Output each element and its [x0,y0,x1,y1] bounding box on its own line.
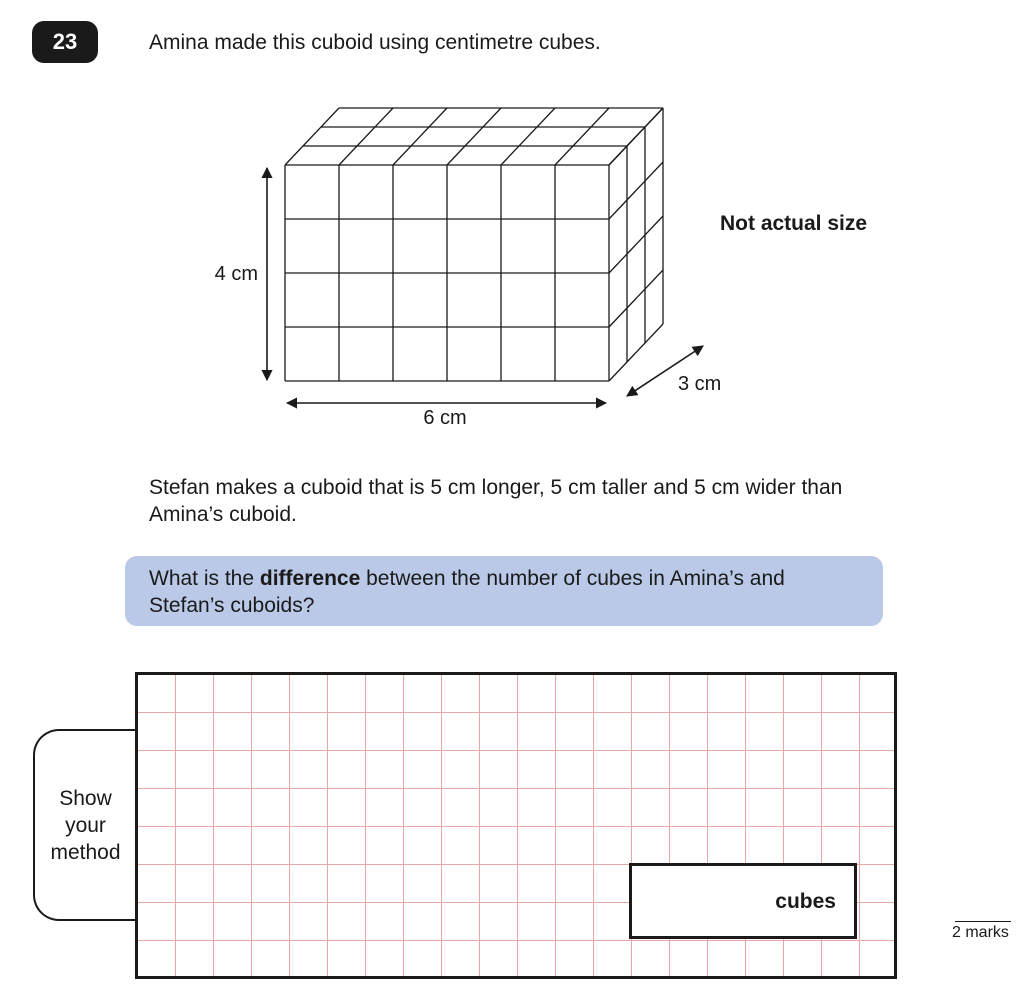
show-method-tab [33,729,136,921]
cuboid-figure [195,98,915,438]
not-actual-size-note: Not actual size [720,212,868,235]
question-stem: Stefan makes a cuboid that is 5 cm longer, 5 cm taller and 5 cm wider than Amina’s cuboid. [149,476,843,526]
question-number-badge: 23 [32,21,98,63]
question-prompt-text: What is the [149,567,260,590]
cuboid-grid-lines [285,108,663,381]
show-method-label: Show your method [50,786,121,864]
question-prompt-text-end: between the number of cubes in Amina’s and Stefan’s cuboids? [149,567,785,617]
cuboid-diagram [195,98,915,438]
height-label: 4 cm [214,263,258,285]
answer-box[interactable] [629,863,857,939]
depth-label: 3 cm [678,373,722,395]
question-prompt-band [125,556,883,626]
question-intro: Amina made this cuboid using centimetre cubes. [149,31,601,54]
answer-unit-label: cubes [775,890,836,913]
question-prompt-keyword: difference [259,567,361,590]
length-label: 6 cm [423,407,467,429]
marks-divider [955,921,1011,922]
marks-label: 2 marks [952,924,1009,941]
